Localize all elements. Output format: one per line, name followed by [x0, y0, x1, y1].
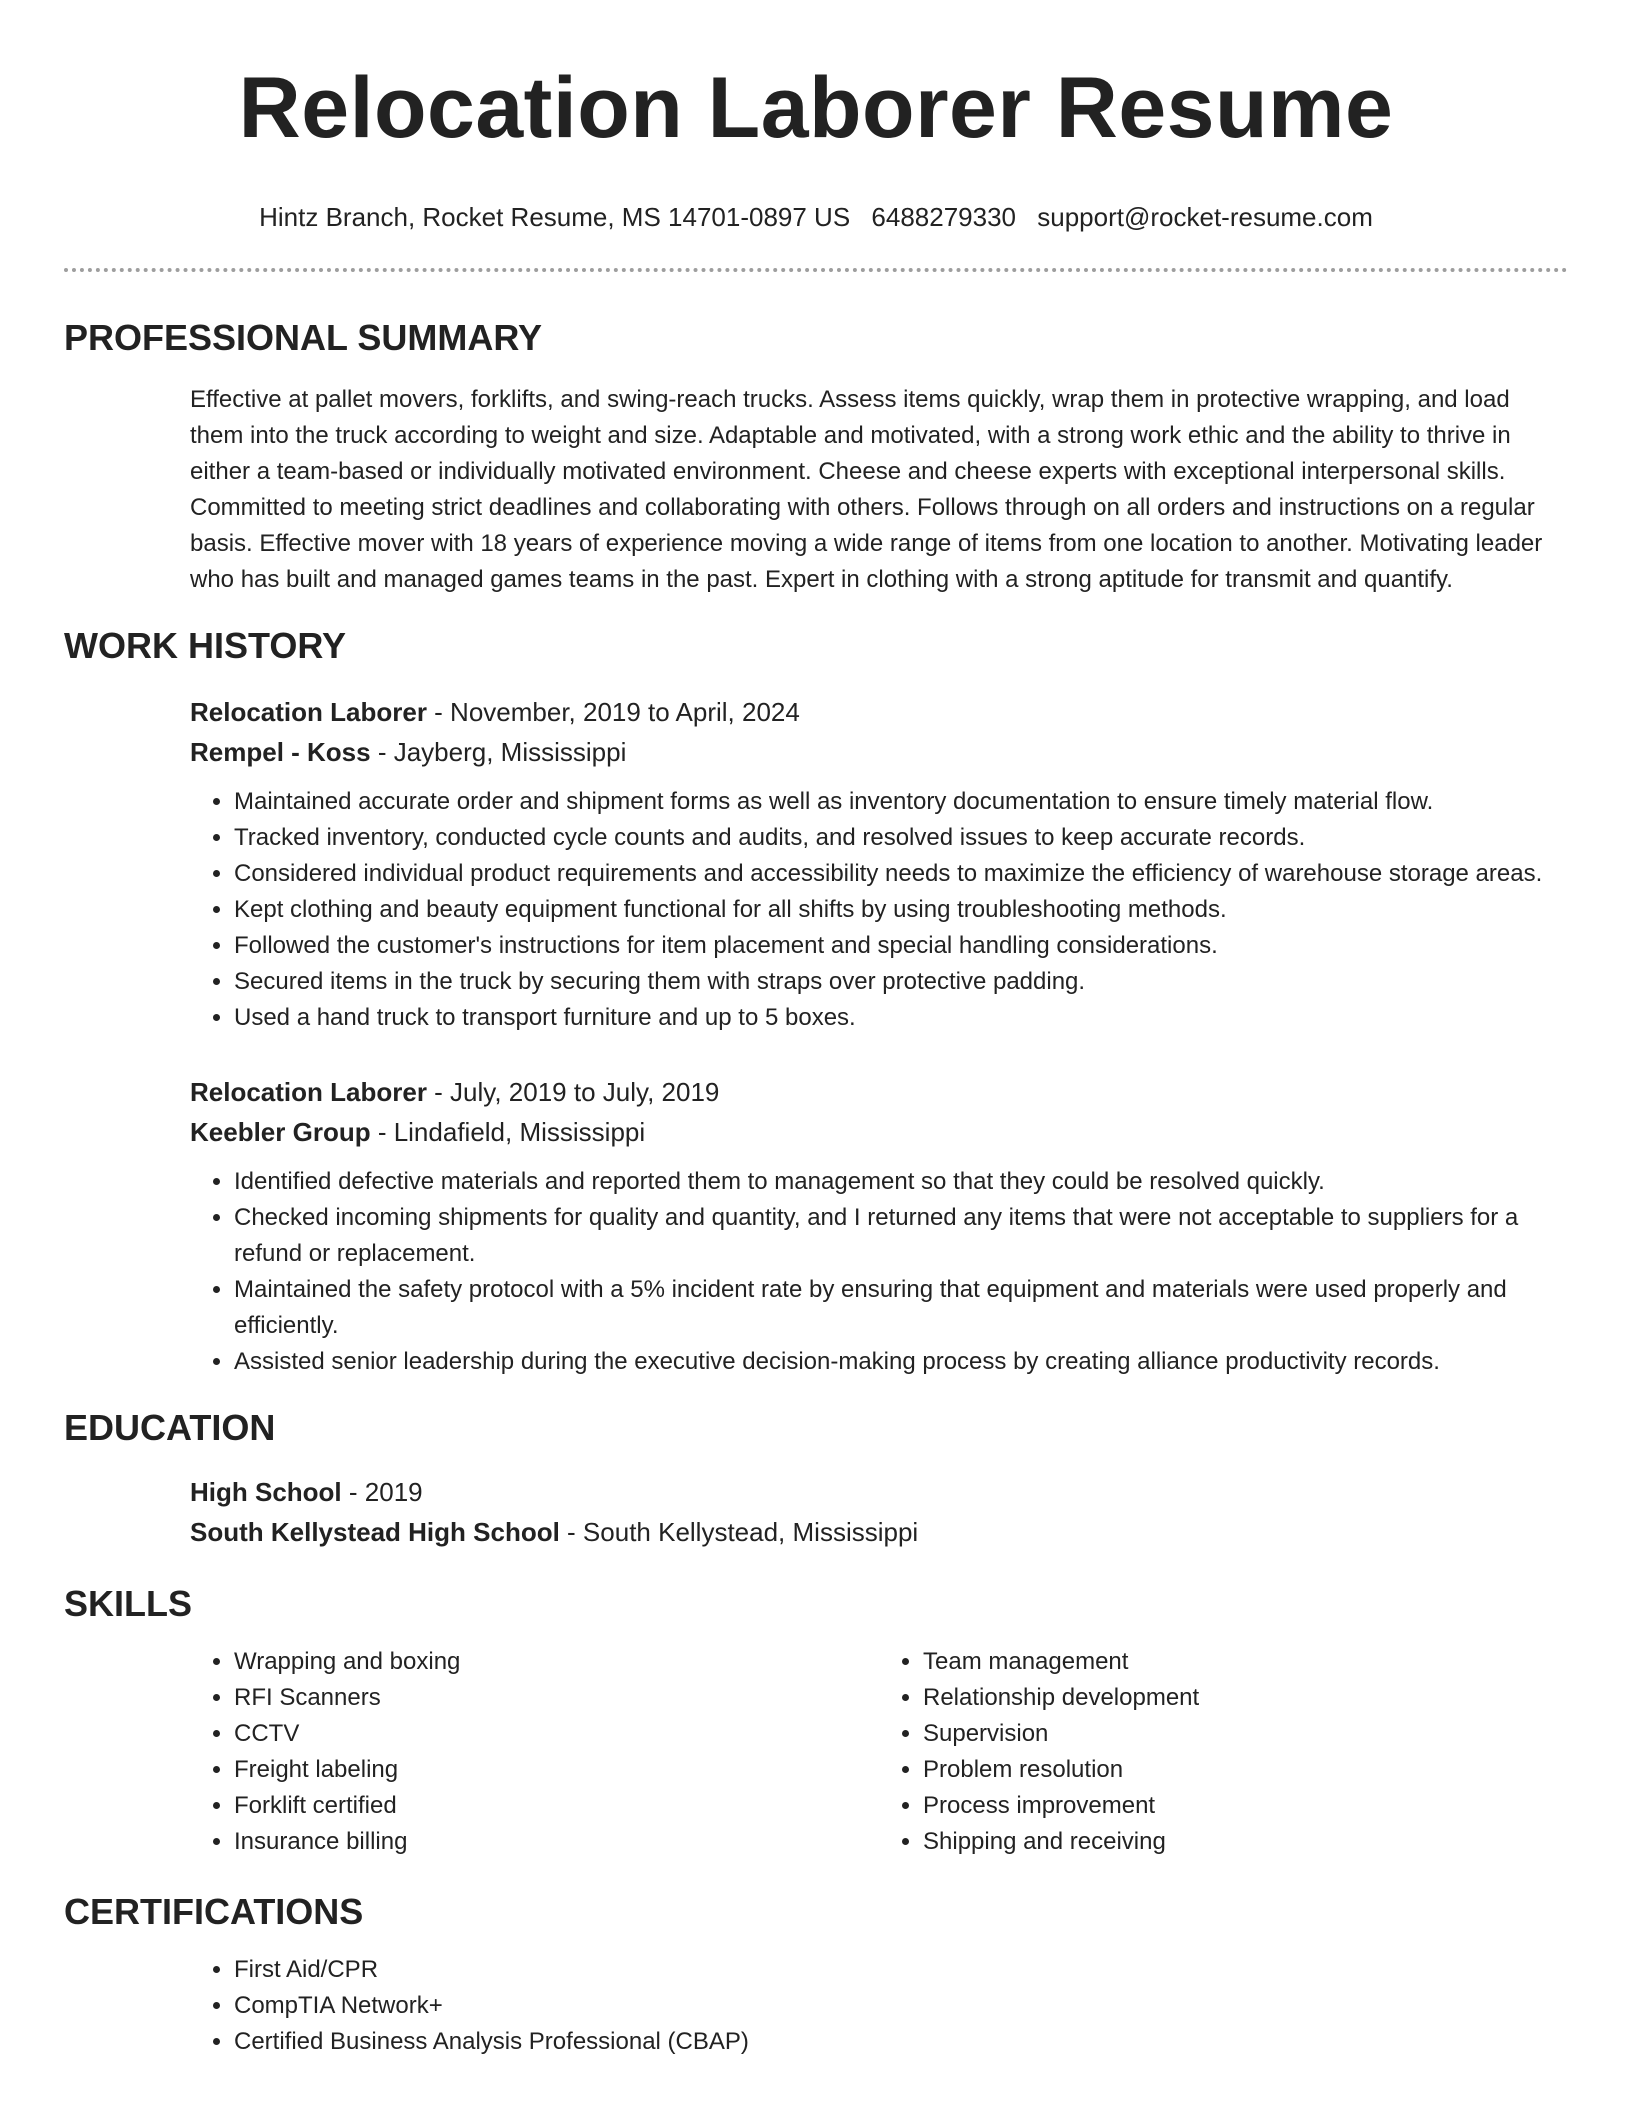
summary-text: Effective at pallet movers, forklifts, and swing-reach trucks. Assess items quickly, wrap them in protective wrapping, and load them into the truck according to weight and size. Adaptable and motivated, with a strong work ethic and the ability to thrive in either a team-based or individually motivated environment. Cheese and cheese experts with exceptional interpersonal skills. Committed to meeting strict deadlines and collaborating with others. Follows through on all orders and instructions on a regular basis. Effective mover with 18 years of experience moving a wide range of items from one location to another. Motivating leader who has built and managed games teams in the past. Expert in clothing with a strong aptitude for transmit and quantify. [190, 386, 1543, 593]
skill-item: • Wrapping and boxing [234, 1644, 879, 1680]
skill-item: • Insurance billing [234, 1824, 879, 1860]
header-divider [64, 268, 1568, 272]
skills-column-left [190, 1644, 879, 1860]
work-history-heading: WORK HISTORY [64, 625, 347, 666]
job-dates: - July, 2019 to July, 2019 [426, 1077, 720, 1107]
skill-item: • Shipping and receiving [923, 1824, 1568, 1860]
job-dates: - November, 2019 to April, 2024 [426, 697, 800, 727]
job-company-line [190, 732, 1568, 772]
job-duty: • Used a hand truck to transport furniture and up to 5 boxes. [234, 1000, 1568, 1036]
resume-title: Relocation Laborer Resume [238, 60, 1394, 156]
certifications-list [64, 1952, 1568, 2060]
job-duty: • Considered individual product requirements and accessibility needs to maximize the efficiency of warehouse storage areas. [234, 856, 1568, 892]
job-duty: • Secured items in the truck by securing them with straps over protective padding. [234, 964, 1568, 1000]
skill-item: • Freight labeling [234, 1752, 879, 1788]
job-location: - Lindafield, Mississippi [370, 1117, 646, 1147]
job-duty: • Maintained the safety protocol with a 5% incident rate by ensuring that equipment and materials were used properly and efficiently. [234, 1272, 1568, 1344]
job-title: Relocation Laborer [190, 1077, 427, 1107]
job-title-line [190, 692, 1568, 732]
job-company: Rempel - Koss [190, 737, 371, 767]
education-heading: EDUCATION [64, 1407, 276, 1448]
education-degree: High School [190, 1477, 342, 1507]
job-duty: • Followed the customer's instructions for item placement and special handling considerations. [234, 928, 1568, 964]
skill-item: • Relationship development [923, 1680, 1568, 1716]
job-company: Keebler Group [190, 1117, 371, 1147]
summary-heading: PROFESSIONAL SUMMARY [64, 317, 543, 358]
skill-item: • Process improvement [923, 1788, 1568, 1824]
job-company-line [190, 1112, 1568, 1152]
certification-item: • CompTIA Network+ [234, 1988, 1568, 2024]
job-title-line [190, 1072, 1568, 1112]
contact-line [64, 200, 1568, 234]
skill-item: • CCTV [234, 1716, 879, 1752]
education-year: - 2019 [341, 1477, 423, 1507]
job-duty: • Identified defective materials and reported them to management so that they could be resolved quickly. [234, 1164, 1568, 1200]
skill-item: • RFI Scanners [234, 1680, 879, 1716]
skills-grid [64, 1644, 1568, 1860]
job-duty: • Assisted senior leadership during the executive decision-making process by creating alliance productivity records. [234, 1344, 1568, 1380]
skill-item: • Forklift certified [234, 1788, 879, 1824]
education-entry [64, 1472, 1568, 1552]
job-entry [64, 1072, 1568, 1380]
skill-item: • Supervision [923, 1716, 1568, 1752]
contact-email: support@rocket-resume.com [1037, 202, 1373, 232]
skill-item: • Team management [923, 1644, 1568, 1680]
certification-items [190, 1952, 1568, 2060]
job-duty: • Checked incoming shipments for quality and quantity, and I returned any items that were not acceptable to suppliers for a refund or replacement. [234, 1200, 1568, 1272]
job-duty: • Kept clothing and beauty equipment functional for all shifts by using troubleshooting methods. [234, 892, 1568, 928]
certification-item: • Certified Business Analysis Professional (CBAP) [234, 2024, 1568, 2060]
job-title: Relocation Laborer [190, 697, 427, 727]
job-duties [190, 784, 1568, 1036]
contact-phone: 6488279330 [871, 202, 1017, 232]
job-duty: • Tracked inventory, conducted cycle counts and audits, and resolved issues to keep accurate records. [234, 820, 1568, 856]
education-school: South Kellystead High School [190, 1517, 560, 1547]
skills-column-right [879, 1644, 1568, 1860]
job-duty: • Maintained accurate order and shipment forms as well as inventory documentation to ensure timely material flow. [234, 784, 1568, 820]
certification-item: • First Aid/CPR [234, 1952, 1568, 1988]
contact-address: Hintz Branch, Rocket Resume, MS 14701-0897 US [259, 202, 851, 232]
job-location: - Jayberg, Mississippi [370, 737, 627, 767]
skills-heading: SKILLS [64, 1583, 193, 1624]
education-location: - South Kellystead, Mississippi [559, 1517, 919, 1547]
certifications-heading: CERTIFICATIONS [64, 1891, 364, 1932]
skill-item: • Problem resolution [923, 1752, 1568, 1788]
job-entry [64, 692, 1568, 1036]
education-school-line [190, 1512, 1568, 1552]
job-duties [190, 1164, 1568, 1380]
education-degree-line [190, 1472, 1568, 1512]
